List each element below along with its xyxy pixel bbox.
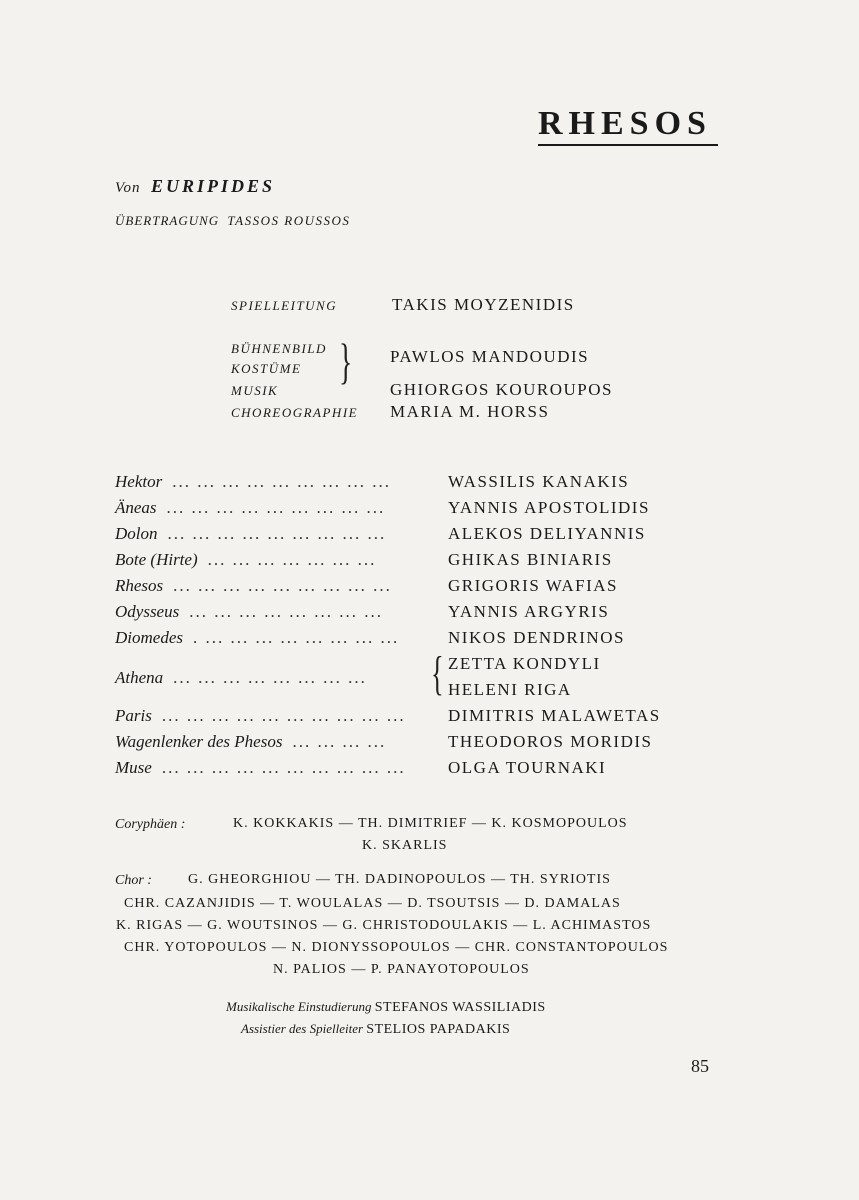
- cast-actor: DIMITRIS MALAWETAS: [448, 706, 661, 725]
- cast-actor: THEODOROS MORIDIS: [448, 732, 653, 751]
- translation-line: [115, 213, 350, 229]
- music-coaching-label: Musikalische Einstudierung: [226, 999, 372, 1014]
- cast-actor: YANNIS ARGYRIS: [448, 602, 610, 621]
- cast-role-name: Athena: [115, 668, 164, 687]
- leader-dots: ... ... ... ...: [292, 732, 387, 751]
- leader-dots: ... ... ... ... ... ... ... ... ...: [167, 524, 387, 543]
- cast-actor: YANNIS APOSTOLIDIS: [448, 498, 650, 517]
- leader-dots: ... ... ... ... ... ... ...: [207, 550, 377, 569]
- leader-dots: ... ... ... ... ... ... ... ... ...: [173, 576, 392, 595]
- credit-label-musik: MUSIK: [231, 383, 279, 398]
- leader-dots: ... ... ... ... ... ... ... ... ...: [172, 472, 391, 491]
- translation-label: ÜBERTRAGUNG: [115, 213, 220, 228]
- chor-line: G. GHEORGHIOU — TH. DADINOPOULOS — TH. SYRIOTIS: [188, 872, 611, 887]
- cast-role: [115, 524, 386, 544]
- von-label: Von: [115, 180, 141, 196]
- cast-role: [115, 732, 386, 752]
- cast-role: [115, 550, 376, 570]
- cast-actor: NIKOS DENDRINOS: [448, 628, 625, 647]
- cast-role-name: Dolon: [115, 524, 158, 543]
- coryphaen-line: K. SKARLIS: [362, 838, 448, 853]
- cast-role-name: Wagenlenker des Phesos: [115, 732, 283, 751]
- music-coaching-line: [226, 999, 546, 1016]
- assistant-name: STELIOS PAPADAKIS: [366, 1022, 511, 1037]
- credit-label-buehnenbild: BÜHNENBILD: [231, 341, 327, 356]
- brace-decoration: {: [431, 647, 444, 700]
- leader-dots: ... ... ... ... ... ... ... ... ... ...: [161, 706, 406, 725]
- cast-role-name: Bote (Hirte): [115, 550, 198, 569]
- leader-dots: ... ... ... ... ... ... ... ...: [173, 668, 367, 687]
- cast-actor: ZETTA KONDYLI: [448, 654, 601, 673]
- cast-role-name: Hektor: [115, 472, 163, 491]
- cast-actor: WASSILIS KANAKIS: [448, 472, 630, 491]
- title-underline: [538, 144, 718, 146]
- cast-role-name: Äneas: [115, 498, 157, 517]
- chor-line: CHR. CAZANJIDIS — T. WOULALAS — D. TSOUTSIS — D. DAMALAS: [124, 896, 621, 911]
- coryphaen-line: K. KOKKAKIS — TH. DIMITRIEF — K. KOSMOPOULOS: [233, 816, 628, 831]
- leader-dots: ... ... ... ... ... ... ... ...: [189, 602, 383, 621]
- credit-label-spielleitung: SPIELLEITUNG: [231, 298, 338, 313]
- credit-name-musik: GHIORGOS KOUROUPOS: [390, 380, 613, 399]
- brace-decoration: }: [339, 333, 353, 389]
- author-line: [115, 176, 275, 197]
- cast-role-name: Diomedes: [115, 628, 183, 647]
- chor-line: K. RIGAS — G. WOUTSINOS — G. CHRISTODOULAKIS — L. ACHIMASTOS: [116, 918, 652, 933]
- chor-line: CHR. YOTOPOULOS — N. DIONYSSOPOULOS — CHR. CONSTANTOPOULOS: [124, 940, 669, 955]
- credit-label-choreographie: CHOREOGRAPHIE: [231, 405, 359, 420]
- translator-name: TASSOS ROUSSOS: [227, 213, 351, 228]
- leader-dots: . ... ... ... ... ... ... ... ...: [192, 628, 400, 647]
- cast-actor: ALEKOS DELIYANNIS: [448, 524, 646, 543]
- music-coaching-name: STEFANOS WASSILIADIS: [374, 1000, 546, 1015]
- cast-role: [115, 628, 399, 648]
- credit-name-buehnenbild-kostueme: PAWLOS MANDOUDIS: [390, 347, 590, 366]
- cast-role-name: Paris: [115, 706, 152, 725]
- cast-role-athena: [115, 668, 367, 688]
- assistant-label: Assistier des Spielleiter: [241, 1021, 364, 1036]
- page-title: RHESOS: [538, 105, 712, 142]
- cast-actor: GHIKAS BINIARIS: [448, 550, 613, 569]
- coryphaen-label: Coryphäen :: [115, 817, 186, 832]
- cast-actor: GRIGORIS WAFIAS: [448, 576, 619, 595]
- cast-role: [115, 498, 385, 518]
- cast-role: [115, 706, 406, 726]
- page-number: 85: [691, 1056, 709, 1076]
- cast-actor: OLGA TOURNAKI: [448, 758, 607, 777]
- leader-dots: ... ... ... ... ... ... ... ... ...: [166, 498, 386, 517]
- credit-name-choreographie: MARIA M. HORSS: [390, 402, 550, 421]
- cast-role: [115, 472, 391, 492]
- cast-role-name: Muse: [115, 758, 152, 777]
- leader-dots: ... ... ... ... ... ... ... ... ... ...: [161, 758, 406, 777]
- cast-role: [115, 602, 383, 622]
- chor-line: N. PALIOS — P. PANAYOTOPOULOS: [273, 962, 530, 977]
- chor-label: Chor :: [115, 873, 152, 888]
- cast-role-name: Rhesos: [115, 576, 164, 595]
- credit-label-kostueme: KOSTÜME: [231, 361, 302, 376]
- credit-name-spielleitung: TAKIS MOYZENIDIS: [392, 295, 575, 314]
- cast-role: [115, 576, 392, 596]
- cast-actor: HELENI RIGA: [448, 680, 572, 699]
- cast-role-name: Odysseus: [115, 602, 180, 621]
- cast-role: [115, 758, 406, 778]
- author-name: EURIPIDES: [151, 176, 276, 196]
- assistant-line: [241, 1021, 510, 1038]
